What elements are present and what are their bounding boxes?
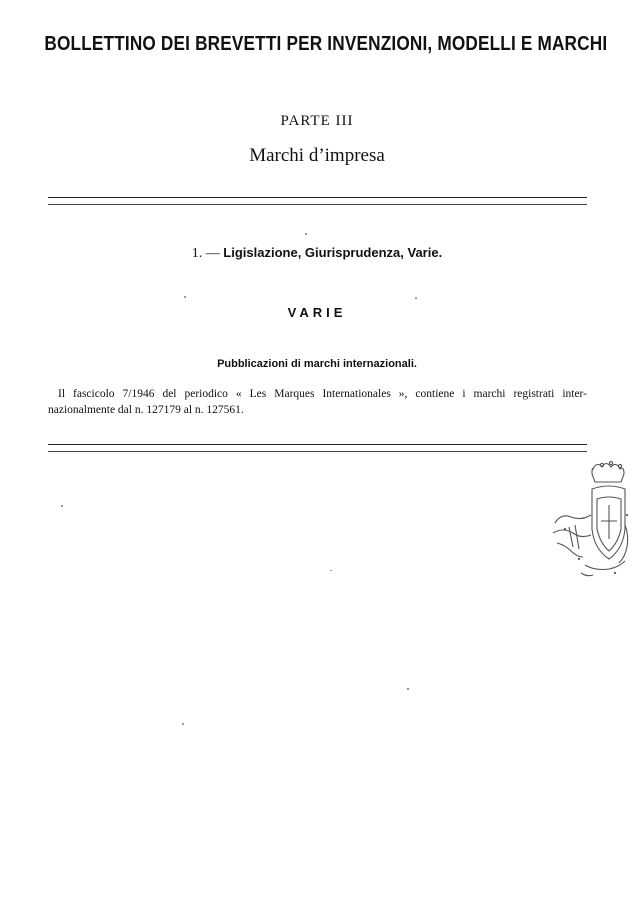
notice-line-2: nazionalmente dal n. 127179 al n. 127561. [48,404,244,416]
paper-speck [415,297,417,299]
paper-speck [330,570,332,571]
section-title: Ligislazione, Giurisprudenza, Varie. [223,245,443,260]
section-heading [0,245,634,262]
notice-body [48,386,587,418]
top-divider [48,197,587,205]
section-number: 1. — [191,246,220,261]
bottom-divider [48,444,587,452]
notice-line-1: Il fascicolo 7/1946 del periodico « Les Marques Internationales », contiene i marchi registrati inter- [58,388,587,400]
paper-speck [305,233,307,235]
publication-masthead: BOLLETTINO DEI BREVETTI PER INVENZIONI, MODELLI E MARCHI [44,33,608,55]
paper-speck [184,296,186,298]
notice-heading: Pubblicazioni di marchi internazionali. [217,358,417,370]
part-subtitle: Marchi d’impresa [249,145,385,166]
paper-speck [61,505,63,507]
paper-speck [407,688,409,690]
crest-stamp-icon [545,455,631,585]
subsection-title: VARIE [287,305,347,320]
part-label: PARTE III [280,113,354,129]
paper-speck [182,723,184,725]
